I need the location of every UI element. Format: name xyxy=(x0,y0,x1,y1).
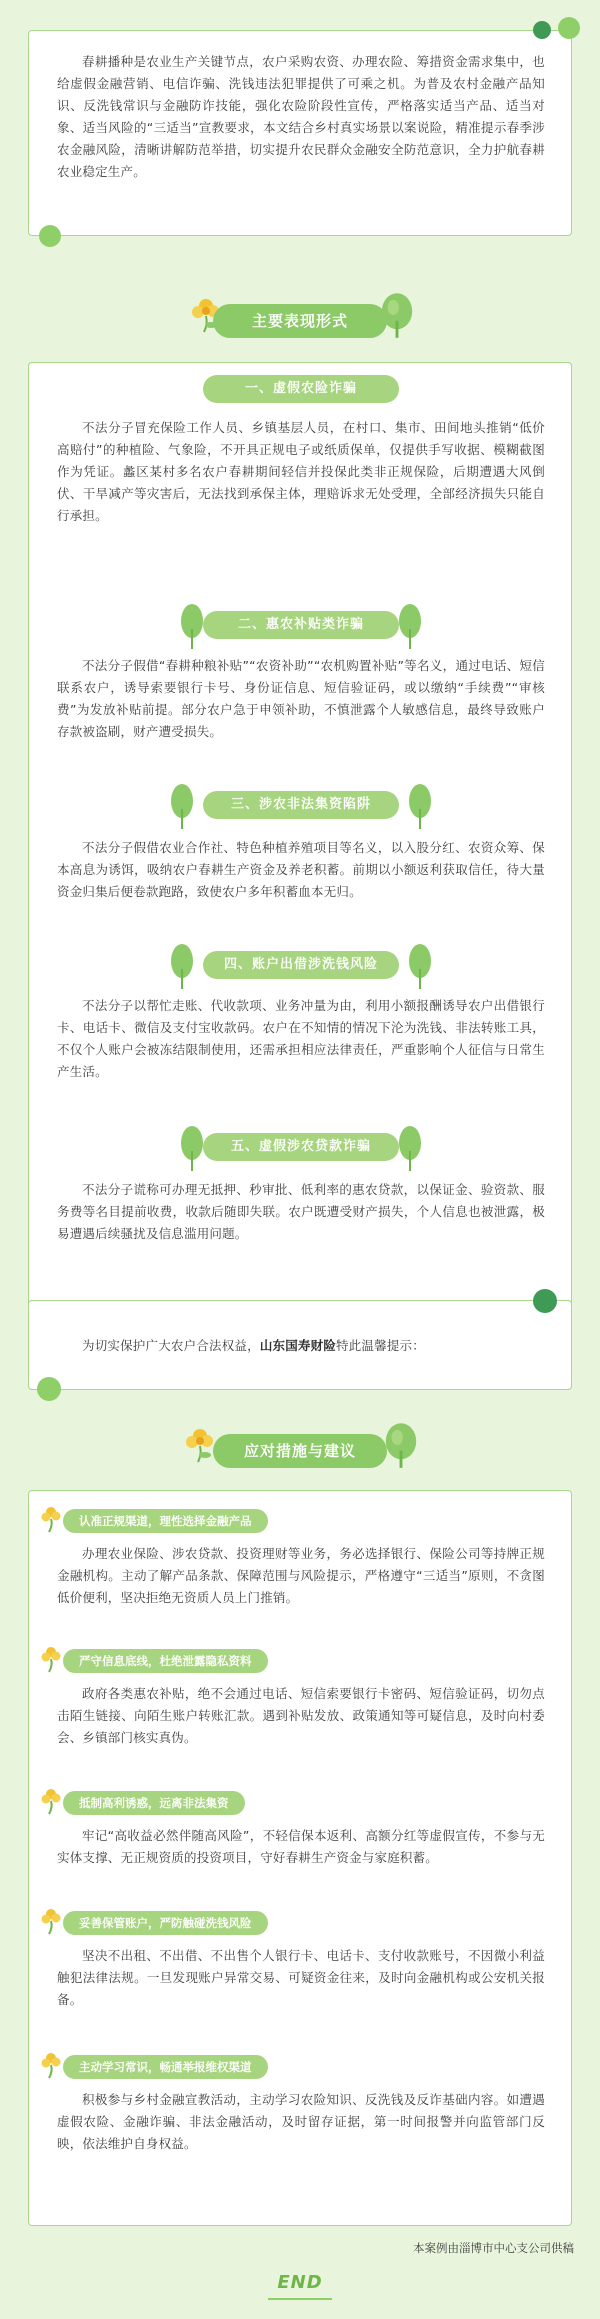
tree-icon xyxy=(169,783,195,829)
decor-dot xyxy=(558,17,580,39)
end-underline xyxy=(268,2298,332,2300)
tree-icon xyxy=(382,1422,420,1470)
suggestion-heading xyxy=(37,1785,357,1821)
suggestion-title: 妥善保管账户，严防触碰洗钱风险 xyxy=(63,1911,268,1935)
intro-text: 春耕播种是农业生产关键节点，农户采购农资、办理农险、筹措资金需求集中，也给虚假金融营销、电信诈骗、洗钱违法犯罪提供了可乘之机。为普及农村金融产品知识、反洗钱常识与金融防诈技能，强化农险阶段性宣传，严格落实适当产品、适当对象、适当风险的“三适当”宣教要求，本文结合乡村真实场景以案说险，精准提示春季涉农金融风险，清晰讲解防范举措，切实提升农民群众金融安全防范意识，全力护航春耕农业稳定生产。 xyxy=(57,54,545,179)
source-note: 本案例由淄博市中心支公司供稿 xyxy=(413,2241,574,2255)
paragraph: 不法分子以帮忙走账、代收款项、业务冲量为由，利用小额报酬诱导农户出借银行卡、电话卡、微信及支付宝收款码。农户在不知情的情况下沦为洗钱、非法转账工具，不仅个人账户会被冻结限制使用，还需承担相应法律责任，严重影响个人征信与日常生产生活。 xyxy=(57,998,545,1079)
suggestion-heading xyxy=(37,1905,357,1941)
notice-card xyxy=(28,1300,572,1390)
suggestion-heading xyxy=(37,2049,357,2085)
notice-text xyxy=(57,1335,545,1357)
paragraph: 不法分子冒充保险工作人员、乡镇基层人员，在村口、集市、田间地头推销“低价高赔付”的种植险、气象险，不开具正规电子或纸质保单，仅提供手写收据、模糊截图作为凭证。蠡区某村多名农户春耕期间轻信并投保此类非正规保险，后期遭遇大风倒伏、干旱减产等灾害后，无法找到承保主体，理赔诉求无处受理，全部经济损失只能自行承担。 xyxy=(57,420,545,523)
paragraph: 不法分子假借“春耕种粮补贴”“农资补助”“农机购置补贴”等名义，通过电话、短信联系农户，诱导索要银行卡号、身份证信息、短信验证码，或以缴纳“手续费”“审核费”为发放补贴前提。部分农户急于申领补助，不慎泄露个人敏感信息，最终导致账户存款被盗刷，财产遭受损失。 xyxy=(57,658,545,739)
tree-icon xyxy=(179,1125,205,1171)
subheading-label: 四、账户出借涉洗钱风险 xyxy=(203,951,399,979)
subheading-label: 五、虚假涉农贷款诈骗 xyxy=(203,1133,399,1161)
paragraph: 坚决不出租、不出借、不出售个人银行卡、电话卡、支付收款账号，不因微小利益触犯法律法规。一旦发现账户异常交易、可疑资金往来，及时向金融机构或公安机关报备。 xyxy=(57,1948,545,2007)
tree-icon xyxy=(397,1125,423,1171)
paragraph: 牢记“高收益必然伴随高风险”，不轻信保本返利、高额分红等虚假宣传，不参与无实体支撑、无正规资质的投资项目，守好春耕生产资金与家庭积蓄。 xyxy=(57,1828,545,1865)
end-mark: END xyxy=(277,2272,323,2293)
paragraph: 积极参与乡村金融宣教活动，主动学习农险知识、反洗钱及反诈基础内容。如遭遇虚假农险、金融诈骗、非法金融活动，及时留存证据，第一时间报警并向监管部门反映，依法维护自身权益。 xyxy=(57,2092,545,2151)
subheading xyxy=(29,783,573,829)
tree-icon xyxy=(169,943,195,989)
decor-dot xyxy=(39,225,61,247)
company-name: 山东国寿财险 xyxy=(259,1338,337,1353)
subheading-label: 二、惠农补贴类诈骗 xyxy=(203,611,399,639)
subheading xyxy=(29,943,573,989)
intro-card xyxy=(28,30,572,236)
decor-dot xyxy=(533,1289,557,1313)
tree-icon xyxy=(179,603,205,649)
paragraph: 办理农业保险、涉农贷款、投资理财等业务，务必选择银行、保险公司等持牌正规金融机构。主动了解产品条款、保障范围与风险提示，严格遵守“三适当”原则，不贪图低价便利，坚决拒绝无资质人员上门推销。 xyxy=(57,1546,545,1605)
subheading xyxy=(29,367,573,413)
decor-dot xyxy=(533,21,551,39)
suggestion-heading xyxy=(37,1503,357,1539)
subheading xyxy=(29,1125,573,1171)
paragraph: 不法分子谎称可办理无抵押、秒审批、低利率的惠农贷款，以保证金、验资款、服务费等名目提前收费，收款后随即失联。农户既遭受财产损失，个人信息也被泄露，极易遭遇后续骚扰及信息滥用问题。 xyxy=(57,1182,545,1241)
tree-icon xyxy=(397,603,423,649)
subheading-label: 一、虚假农险诈骗 xyxy=(203,375,399,403)
suggestion-title: 主动学习常识，畅通举报维权渠道 xyxy=(63,2055,268,2079)
subheading xyxy=(29,603,573,649)
suggestion-title: 严守信息底线，杜绝泄露隐私资料 xyxy=(63,1649,268,1673)
section-header xyxy=(0,290,600,350)
section-header xyxy=(0,1420,600,1480)
notice-prefix: 为切实保护广大农户合法权益， xyxy=(82,1338,260,1353)
section-title: 应对措施与建议 xyxy=(213,1434,387,1468)
paragraph: 不法分子假借农业合作社、特色种植养殖项目等名义，以入股分红、农资众筹、保本高息为诱饵，吸纳农户春耕生产资金及养老积蓄。前期以小额返利获取信任，待大量资金归集后便卷款跑路，致使农户多年积蓄血本无归。 xyxy=(57,840,545,899)
paragraph: 政府各类惠农补贴，绝不会通过电话、短信索要银行卡密码、短信验证码，切勿点击陌生链接、向陌生账户转账汇款。遇到补贴发放、政策通知等可疑信息，及时向村委会、乡镇部门核实真伪。 xyxy=(57,1686,545,1745)
notice-suffix: 特此温馨提示： xyxy=(336,1338,425,1353)
section-title: 主要表现形式 xyxy=(213,304,387,338)
tree-icon xyxy=(378,292,416,340)
suggestion-title: 抵制高利诱惑，远离非法集资 xyxy=(63,1791,245,1815)
tree-icon xyxy=(407,943,433,989)
measures-card xyxy=(28,1490,572,2226)
decor-dot xyxy=(37,1377,61,1401)
tree-icon xyxy=(407,783,433,829)
subheading-label: 三、涉农非法集资陷阱 xyxy=(203,791,399,819)
suggestion-heading xyxy=(37,1643,357,1679)
forms-card-continued xyxy=(28,362,572,1385)
suggestion-title: 认准正规渠道，理性选择金融产品 xyxy=(63,1509,268,1533)
